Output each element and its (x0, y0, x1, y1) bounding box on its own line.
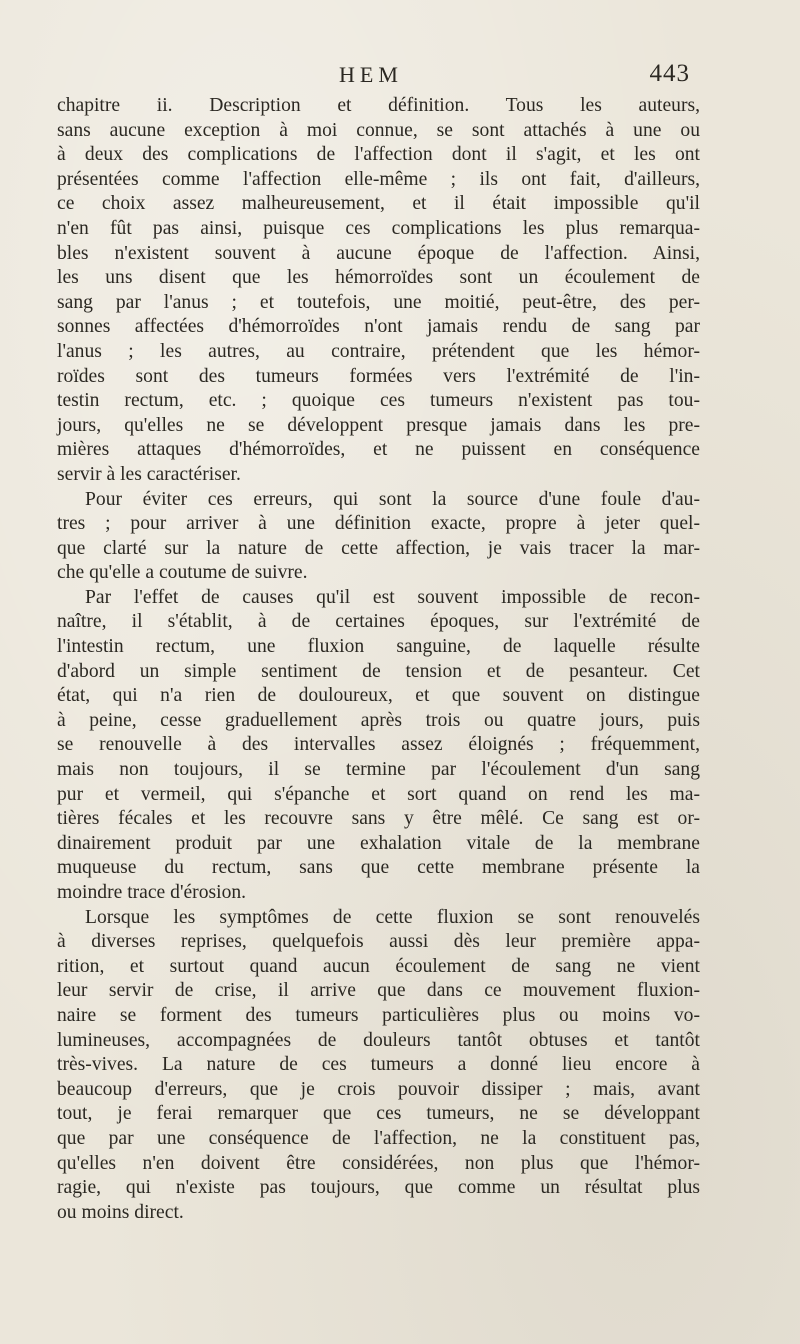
text-line: mais non toujours, il se termine par l'écoulement d'un sang (57, 759, 700, 781)
text-line: sang par l'anus ; et toutefois, une moitié, peut-être, des per- (57, 291, 700, 313)
text-line: muqueuse du rectum, sans que cette membrane présente la (57, 857, 700, 879)
text-line: présentées comme l'affection elle-même ; ils ont fait, d'ailleurs, (57, 168, 700, 190)
text-line: lumineuses, accompagnées de douleurs tantôt obtuses et tantôt (57, 1029, 700, 1051)
text-line: beaucoup d'erreurs, que je crois pouvoir dissiper ; mais, avant (57, 1078, 700, 1100)
text-line: que clarté sur la nature de cette affection, je vais tracer la mar- (57, 537, 700, 559)
text-line: tières fécales et les recouvre sans y être mêlé. Ce sang est or- (57, 808, 700, 830)
running-head: HEM (339, 62, 403, 87)
page-number: 443 (649, 60, 690, 87)
text-line: chapitre ii. Description et définition. Tous les auteurs, (57, 95, 700, 116)
text-line: Lorsque les symptômes de cette fluxion se sont renouvelés (85, 906, 700, 928)
text-line: tout, je ferai remarquer que ces tumeurs, ne se développant (57, 1103, 700, 1125)
page-header (57, 60, 690, 94)
text-line: bles n'existent souvent à aucune époque de l'affection. Ainsi, (57, 242, 700, 264)
text-line: dinairement produit par une exhalation vitale de la membrane (57, 832, 700, 854)
text-line: à diverses reprises, quelquefois aussi dès leur première appa- (57, 931, 700, 953)
text-line: à deux des complications de l'affection dont il s'agit, et les ont (57, 144, 700, 166)
text-line: se renouvelle à des intervalles assez éloignés ; fréquemment, (57, 734, 700, 756)
body-text (57, 94, 700, 1225)
text-line: que par une conséquence de l'affection, ne la constituent pas, (57, 1127, 700, 1149)
text-line: pur et vermeil, qui s'épanche et sort quand on rend les ma- (57, 783, 700, 805)
text-line: Par l'effet de causes qu'il est souvent impossible de recon- (85, 586, 700, 608)
text-line: sonnes affectées d'hémorroïdes n'ont jamais rendu de sang par (57, 316, 700, 338)
text-line: testin rectum, etc. ; quoique ces tumeurs n'existent pas tou- (57, 390, 700, 412)
text-line: tres ; pour arriver à une définition exacte, propre à jeter quel- (57, 513, 700, 535)
text-line: à peine, cesse graduellement après trois ou quatre jours, puis (57, 709, 700, 731)
text-line: ce choix assez malheureusement, et il était impossible qu'il (57, 193, 700, 215)
text-line: d'abord un simple sentiment de tension et de pesanteur. Cet (57, 660, 700, 682)
text-line: l'intestin rectum, une fluxion sanguine, de laquelle résulte (57, 636, 700, 658)
text-line: moindre trace d'érosion. (57, 882, 247, 903)
text-line: servir à les caractériser. (57, 463, 241, 485)
text-line: leur servir de crise, il arrive que dans ce mouvement fluxion- (57, 980, 700, 1002)
text-line: che qu'elle a coutume de suivre. (57, 562, 308, 584)
text-line: n'en fût pas ainsi, puisque ces complications les plus remarqua- (57, 217, 700, 239)
text-line: naître, il s'établit, à de certaines époques, sur l'extrémité de (57, 611, 700, 633)
text-line: ragie, qui n'existe pas toujours, que comme un résultat plus (57, 1177, 700, 1199)
text-line: rition, et surtout quand aucun écoulement de sang ne vient (57, 955, 700, 977)
text-line: état, qui n'a rien de douloureux, et que souvent on distingue (57, 685, 700, 707)
text-line: Pour éviter ces erreurs, qui sont la source d'une foule d'au- (85, 488, 700, 510)
text-line: sans aucune exception à moi connue, se sont attachés à une ou (57, 119, 700, 141)
text-line: ou moins direct. (57, 1201, 184, 1223)
text-line: mières attaques d'hémorroïdes, et ne puissent en conséquence (57, 439, 700, 461)
text-line: qu'elles n'en doivent être considérées, non plus que l'hémor- (57, 1152, 700, 1174)
text-line: naire se forment des tumeurs particulières plus ou moins vo- (57, 1004, 700, 1026)
text-line: jours, qu'elles ne se développent presque jamais dans les pre- (57, 414, 700, 436)
text-line: les uns disent que les hémorroïdes sont un écoulement de (57, 267, 700, 289)
text-line: l'anus ; les autres, au contraire, prétendent que les hémor- (57, 340, 700, 362)
text-line: roïdes sont des tumeurs formées vers l'extrémité de l'in- (57, 365, 700, 387)
text-line: très-vives. La nature de ces tumeurs a donné lieu encore à (57, 1054, 700, 1076)
